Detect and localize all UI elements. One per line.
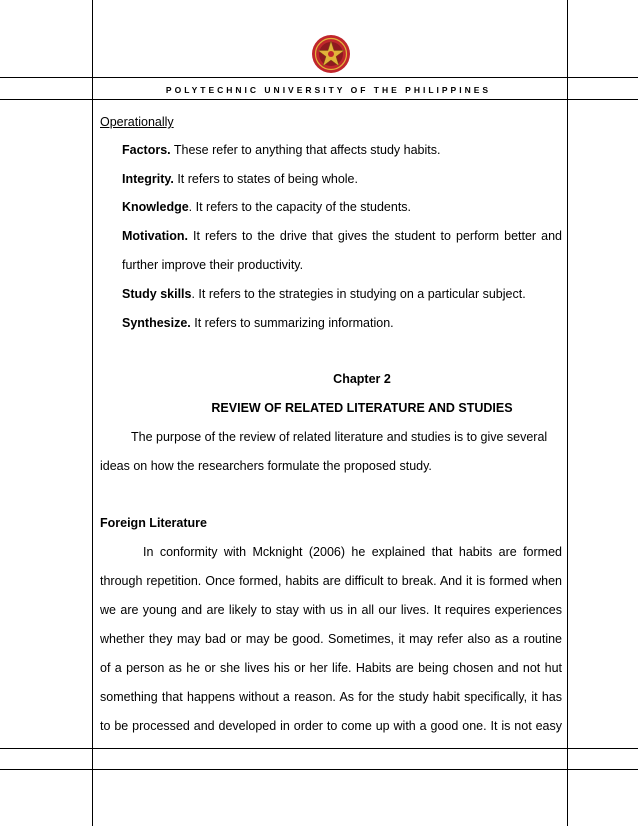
institution-name: POLYTECHNIC UNIVERSITY OF THE PHILIPPINES [165, 85, 492, 95]
term-label: Knowledge [122, 200, 189, 214]
foreign-literature-heading: Foreign Literature [100, 516, 207, 530]
paragraph-line: In conformity with Mcknight (2006) he explained that habits are formed [143, 545, 562, 559]
paragraph-line: to be processed and developed in order to come up with a good one. It is not easy [100, 719, 562, 733]
footer-rule-bottom [0, 769, 638, 770]
operationally-heading: Operationally [100, 115, 174, 129]
term-definition: . It refers to the strategies in studying on a particular subject. [191, 287, 526, 301]
definition-motivation-continuation: further improve their productivity. [122, 258, 304, 272]
term-definition: . It refers to the capacity of the students. [188, 200, 412, 214]
definition-synthesize [122, 316, 394, 331]
definition-knowledge [122, 200, 411, 215]
definition-integrity [122, 172, 358, 187]
term-label: Factors. [122, 143, 171, 157]
term-definition: It refers to states of being whole. [173, 172, 358, 186]
chapter-number: Chapter 2 [333, 372, 391, 386]
paragraph-line: something that happens without a reason. As for the study habit specifically, it has [100, 690, 562, 704]
definition-factors [122, 143, 440, 158]
intro-line: The purpose of the review of related literature and studies is to give several [131, 430, 548, 444]
intro-line: ideas on how the researchers formulate the proposed study. [100, 459, 432, 473]
header-rule-bottom [0, 99, 638, 100]
footer-rule-top [0, 748, 638, 749]
term-label: Synthesize. [122, 316, 191, 330]
paragraph-line: we are young and are likely to stay with us in all our lives. It requires experiences [100, 603, 562, 617]
term-label: Integrity. [122, 172, 174, 186]
definition-motivation [122, 229, 562, 244]
paragraph-line: through repetition. Once formed, habits are difficult to break. And it is formed when [100, 574, 562, 588]
paragraph-line: of a person as he or she lives his or her life. Habits are being chosen and not hut [100, 661, 562, 675]
header-rule-top [0, 77, 638, 78]
term-definition: These refer to anything that affects study habits. [170, 143, 441, 157]
university-seal-icon [311, 34, 351, 74]
term-definition: It refers to the drive that gives the student to perform better and [187, 229, 562, 243]
paragraph-line: whether they may bad or may be good. Sometimes, it may refer also as a routine [100, 632, 562, 646]
term-label: Motivation. [122, 229, 188, 243]
term-label: Study skills [122, 287, 192, 301]
chapter-title: REVIEW OF RELATED LITERATURE AND STUDIES [211, 401, 513, 415]
term-definition: It refers to summarizing information. [190, 316, 394, 330]
definition-study-skills [122, 287, 526, 302]
